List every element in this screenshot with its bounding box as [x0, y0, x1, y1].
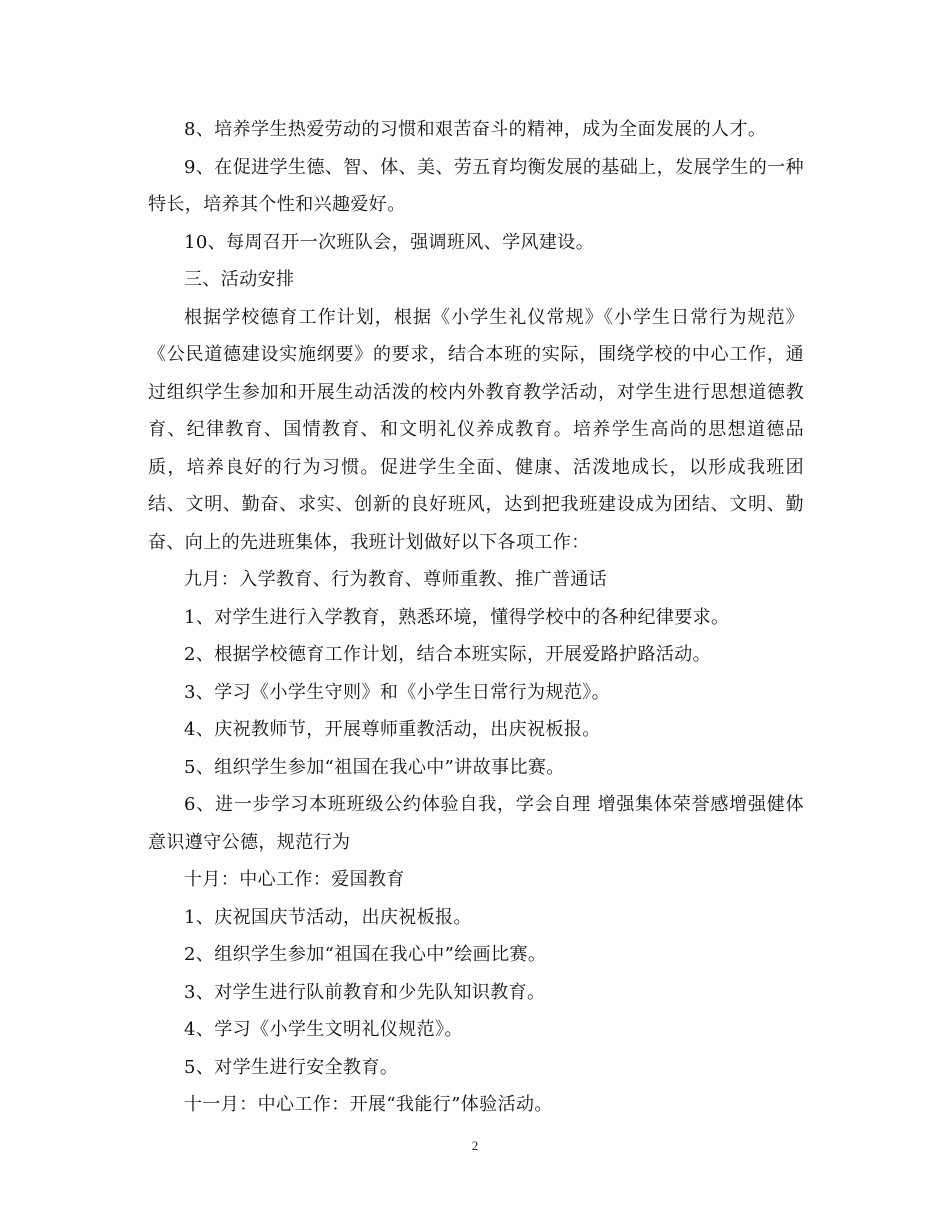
paragraph-item-8: 8、培养学生热爱劳动的习惯和艰苦奋斗的精神，成为全面发展的人才。 — [184, 119, 767, 140]
september-item-1: 1、对学生进行入学教育，熟悉环境，懂得学校中的各种纪律要求。 — [184, 606, 730, 628]
september-item-3: 3、学习《小学生守则》和《小学生日常行为规范》。 — [184, 681, 611, 703]
section-heading-activity-arrangement: 三、活动安排 — [184, 269, 295, 290]
september-item-2: 2、根据学校德育工作计划，结合本班实际，开展爱路护路活动。 — [184, 644, 712, 665]
september-item-6: 6、进一步学习本班班级公约体验自我，学会自理 增强集体荣誉感增强健体意识遵守公德，规范行为 — [148, 794, 804, 853]
october-item-3: 3、对学生进行队前教育和少先队知识教育。 — [184, 981, 546, 1003]
document-page — [148, 111, 804, 1124]
paragraph-item-10: 10、每周召开一次班队会，强调班风、学风建设。 — [184, 231, 595, 253]
month-heading-november: 十一月：中心工作：开展“我能行”体验活动。 — [184, 1094, 553, 1115]
paragraph-item-9: 9、在促进学生德、智、体、美、劳五育均衡发展的基础上，发展学生的一种特长，培养其个性和兴趣爱好。 — [148, 156, 804, 215]
page-number: 2 — [471, 1138, 479, 1153]
october-item-2: 2、组织学生参加“祖国在我心中”绘画比赛。 — [184, 944, 547, 965]
september-item-5: 5、组织学生参加“祖国在我心中”讲故事比赛。 — [184, 756, 565, 778]
month-heading-september: 九月：入学教育、行为教育、尊师重教、推广普通话 — [184, 569, 608, 590]
paragraph-intro: 根据学校德育工作计划，根据《小学生礼仪常规》《小学生日常行为规范》《公民道德建设实施纲要》的要求，结合本班的实际，围绕学校的中心工作，通过组织学生参加和开展生动活泼的校内外教育教学活动，对学生进行思想道德教育、纪律教育、国情教育、和文明礼仪养成教育。培养学生高尚的思想道德品质，培养良好的行为习惯。促进学生全面、健康、活泼地成长，以形成我班团结、文明、勤奋、求实、创新的良好班风，达到把我班建设成为团结、文明、勤奋、向上的先进班集体，我班计划做好以下各项工作： — [148, 306, 804, 553]
october-item-1: 1、庆祝国庆节活动，出庆祝板报。 — [184, 906, 472, 928]
october-item-5: 5、对学生进行安全教育。 — [184, 1056, 399, 1078]
september-item-4: 4、庆祝教师节，开展尊师重教活动，出庆祝板报。 — [184, 719, 601, 740]
october-item-4: 4、学习《小学生文明礼仪规范》。 — [184, 1019, 463, 1040]
month-heading-october: 十月：中心工作：爱国教育 — [184, 869, 405, 890]
